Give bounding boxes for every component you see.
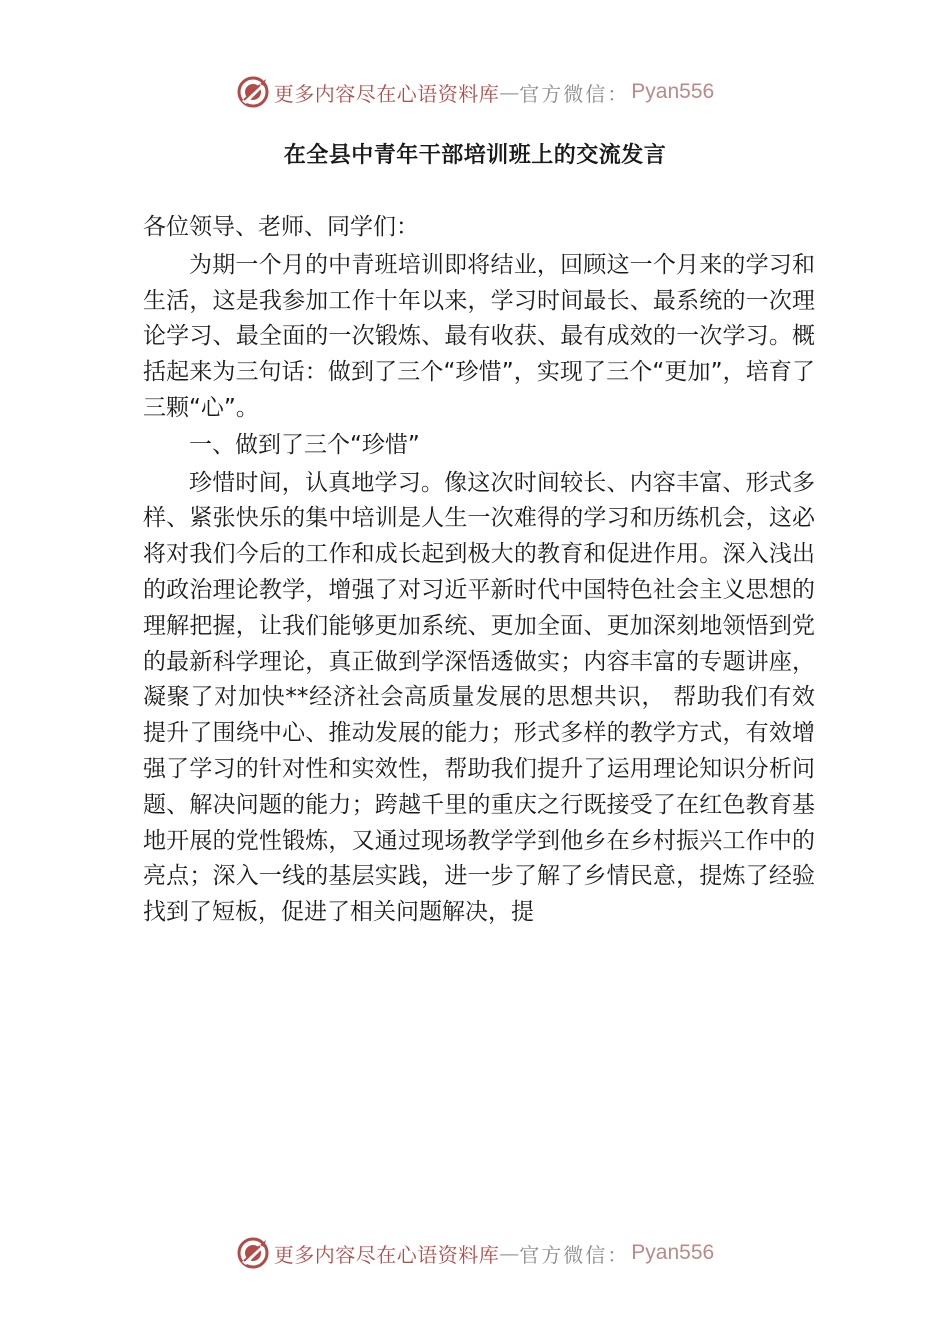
body-paragraph: 为期一个月的中青班培训即将结业，回顾这一个月来的学习和生活，这是我参加工作十年以来，学习时间最长、最系统的一次理论学习、最全面的一次锻炼、最有收获、最有成效的一次学习。概括起来为三句话：做到了三个“珍惜”，实现了三个“更加”，培育了三颗“心”。 <box>143 251 815 421</box>
brand-logo-icon <box>236 1236 270 1270</box>
footer-separator: — <box>499 1241 520 1265</box>
header-brand-text: 更多内容尽在心语资料库 <box>273 81 500 106</box>
footer-wechat-label: 官方微信： <box>519 1242 630 1267</box>
section-paragraph: 珍惜时间，认真地学习。像这次时间较长、内容丰富、形式多样、紧张快乐的集中培训是人生一次难得的学习和历练机会，这必将对我们今后的工作和成长起到极大的教育和促进作用。深入浅出的政治理论教学，增强了对习近平新时代中国特色社会主义思想的理解把握，让我们能够更加系统、更加全面、更加深刻地领悟到党的最新科学理论，真正做到学深悟透做实；内容丰富的专题讲座，凝聚了对加快**经济社会高质量发展的思想共识， 帮助我们有效提升了围绕中心、推动发展的能力；形式多样的教学方式，有效增强了学习的针对性和实效性，帮助我们提升了运用理论知识分析问题、解决问题的能力；跨越千里的重庆之行既接受了在红色教育基地开展的党性锻炼，又通过现场教学学到他乡在乡村振兴工作中的亮点；深入一线的基层实践，进一步了解了乡情民意，提炼了经验找到了短板，促进了相关问题解决，提 <box>143 469 815 926</box>
header-separator: — <box>499 80 520 104</box>
header-wechat-id: Pyan556 <box>631 80 715 103</box>
section-heading: 一、做到了三个“珍惜” <box>189 431 420 458</box>
header-wechat-label: 官方微信： <box>519 81 630 106</box>
footer-wechat-id: Pyan556 <box>631 1241 715 1264</box>
document-title: 在全县中青年干部培训班上的交流发言 <box>283 143 667 168</box>
brand-logo-icon <box>236 75 270 109</box>
document-body <box>143 210 815 931</box>
salutation: 各位领导、老师、同学们： <box>143 214 419 240</box>
footer-brand-text: 更多内容尽在心语资料库 <box>273 1242 500 1267</box>
footer-banner <box>0 1233 950 1273</box>
header-banner <box>0 72 950 112</box>
